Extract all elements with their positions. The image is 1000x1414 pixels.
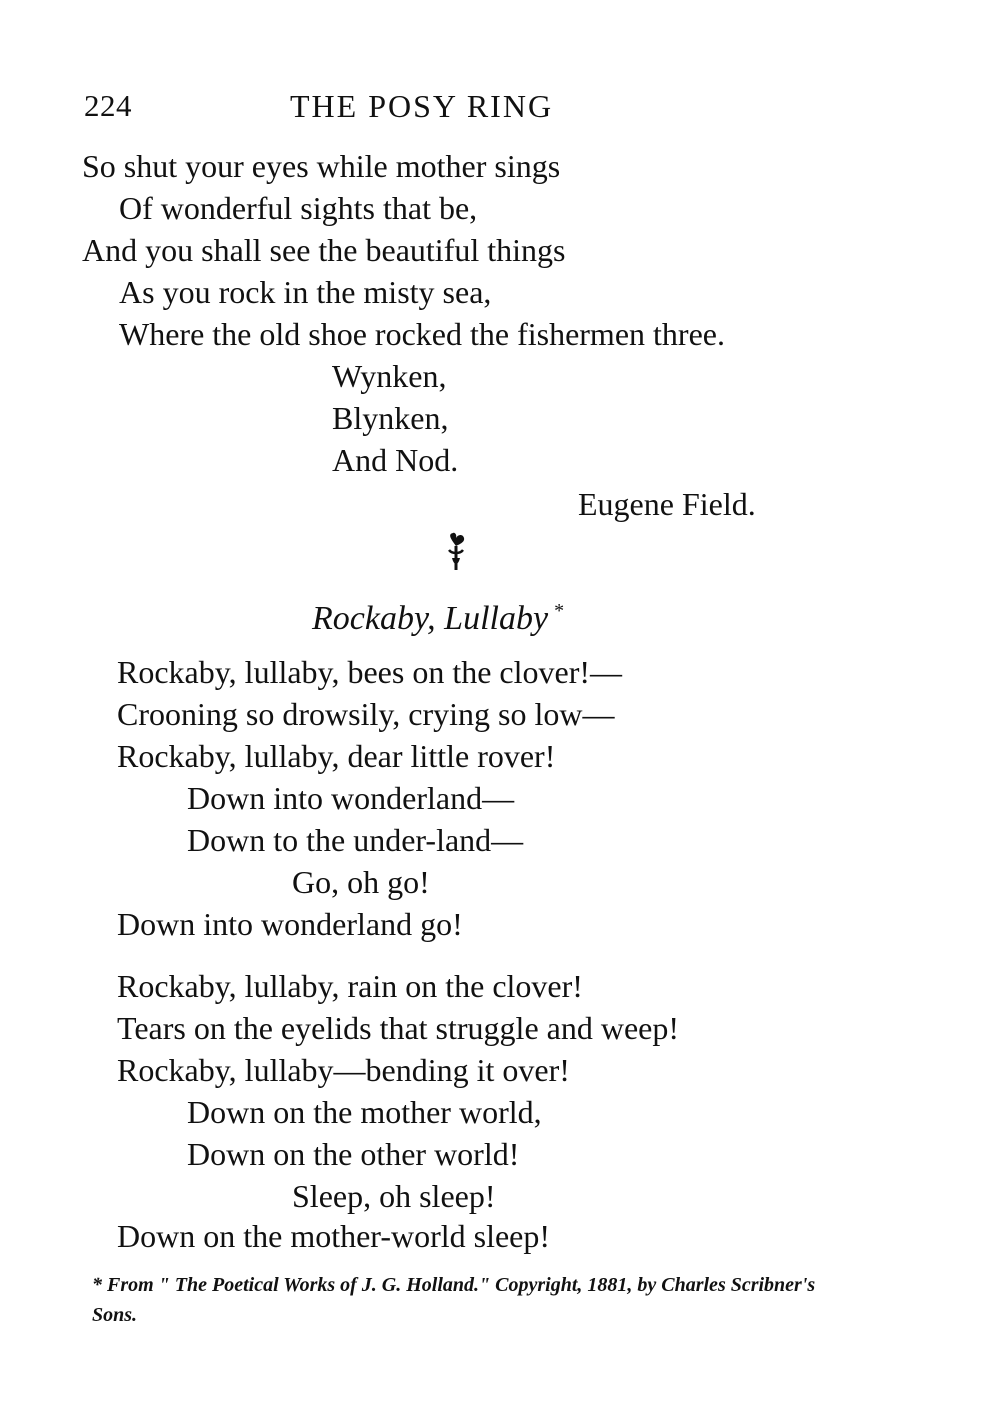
poem2-stanza1-line: Down into wonderland go! (117, 906, 463, 942)
poem2-title-text: Rockaby, Lullaby (312, 600, 549, 637)
poem1-refrain-line: Blynken, (332, 400, 449, 436)
poem2-stanza2-line: Rockaby, lullaby, rain on the clover! (117, 968, 583, 1004)
page-header (84, 88, 644, 128)
poem2-stanza2-line: Tears on the eyelids that struggle and weep! (117, 1010, 680, 1046)
poem1-line: Where the old shoe rocked the fishermen three. (119, 316, 725, 352)
page-number: 224 (84, 88, 132, 123)
poem2-stanza2-line: Down on the mother-world sleep! (117, 1218, 551, 1254)
poem2-stanza2-line: Rockaby, lullaby—bending it over! (117, 1052, 570, 1088)
poem1-line: And you shall see the beautiful things (82, 232, 566, 268)
poem1-author: Eugene Field. (578, 486, 756, 522)
poem2-stanza2-line: Down on the other world! (187, 1136, 520, 1172)
poem1-refrain-line: And Nod. (332, 442, 459, 478)
running-title: THE POSY RING (290, 88, 554, 124)
poem2-stanza2-line: Sleep, oh sleep! (292, 1178, 496, 1214)
poem1-refrain-line: Wynken, (332, 358, 447, 394)
poem2-title (312, 600, 564, 638)
footnote: * From " The Poetical Works of J. G. Holland." Copyright, 1881, by Charles Scribner's Sons. (92, 1274, 816, 1326)
poem2-stanza1-line: Crooning so drowsily, crying so low— (117, 696, 615, 732)
poem2-stanza1-line: Down into wonderland— (187, 780, 515, 816)
poem1-line: Of wonderful sights that be, (119, 190, 478, 226)
poem1-line: So shut your eyes while mother sings (82, 148, 561, 184)
footnote-marker: * (554, 600, 565, 622)
poem2-stanza2-line: Down on the mother world, (187, 1094, 542, 1130)
fleuron-icon (444, 532, 468, 574)
poem2-stanza1-line: Go, oh go! (292, 864, 430, 900)
poem2-stanza1-line: Down to the under-land— (187, 822, 524, 858)
poem2-stanza1-line: Rockaby, lullaby, bees on the clover!— (117, 654, 623, 690)
poem2-stanza1-line: Rockaby, lullaby, dear little rover! (117, 738, 556, 774)
poem1-line: As you rock in the misty sea, (119, 274, 492, 310)
